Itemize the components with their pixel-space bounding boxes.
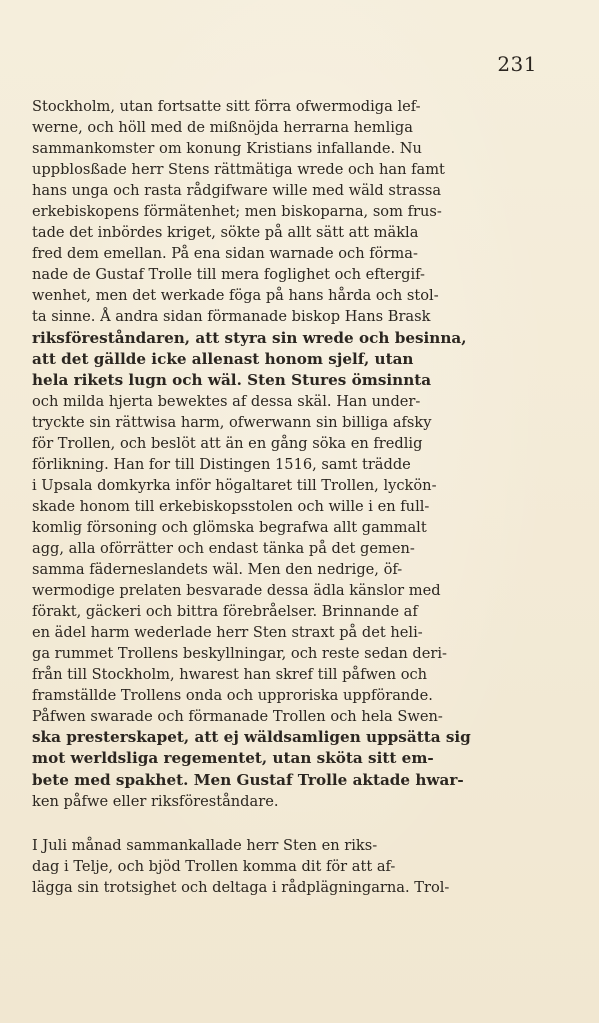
text-line: skade honom till erkebiskopsstolen och wille i en full- [32,497,430,515]
text-line: riksföreståndaren, att styra sin wrede och besinna, [32,328,467,347]
text-line: wermodige prelaten besvarade dessa ädla känslor med [32,582,441,600]
text-line: förlikning. Han for till Distingen 1516, samt trädde [32,455,411,473]
text-line: Påfwen swarade och förmanade Trollen och hela Swen- [32,708,443,726]
text-line: mot werldsliga regementet, utan sköta sitt em- [32,749,434,768]
text-line: I Juli månad sammankallade herr Sten en riks- [32,836,378,854]
text-line: agg, alla oförrätter och endast tänka på det gemen- [32,539,415,557]
text-line: en ädel harm wederlade herr Sten straxt på det heli- [32,624,423,642]
paragraph-gap [32,812,536,835]
text-line: sammankomster om konung Kristians infallande. Nu [32,140,422,158]
text-line: nade de Gustaf Trolle till mera foglighet och eftergif- [32,266,425,284]
text-line: i Upsala domkyrka inför högaltaret till Trollen, lyckön- [32,476,437,494]
text-line: från till Stockholm, hwarest han skref till påfwen och [32,666,428,684]
text-line: Stockholm, utan fortsatte sitt förra ofwermodiga lef- [32,98,421,115]
text-line: samma fäderneslandets wäl. Men den nedrige, öf- [32,561,403,579]
text-line: lägga sin trotsighet och deltaga i rådplägningarna. Trol- [32,878,450,896]
text-line: att det gällde icke allenast honom sjelf, utan [32,349,414,368]
text-line: wenhet, men det werkade föga på hans hårda och stol- [32,287,439,305]
text-line: ken påfwe eller riksföreståndare. [32,792,279,810]
text-line: erkebiskopens förmätenhet; men biskoparna, som frus- [32,203,442,221]
text-line: komlig försoning och glömska begrafwa allt gammalt [32,518,427,536]
text-line: ska presterskapet, att ej wäldsamligen uppsätta sig [32,728,471,747]
text-line: uppblosßade herr Stens rättmätiga wrede och han famt [32,161,445,179]
text-line: förakt, gäckeri och bittra förebråelser. Brinnande af [32,603,418,621]
text-line: tade det inbördes kriget, sökte på allt sätt att mäkla [32,224,419,242]
body-text [32,96,536,898]
text-line: ta sinne. Å andra sidan förmanade biskop Hans Brask [32,308,431,326]
text-line: framställde Trollens onda och upproriska uppförande. [32,687,433,705]
page-number: 231 [497,52,537,76]
text-line: för Trollen, och beslöt att än en gång söka en fredlig [32,434,423,452]
text-line: fred dem emellan. På ena sidan warnade och förma- [32,245,418,263]
text-line: tryckte sin rättwisa harm, ofwerwann sin billiga afsky [32,413,432,431]
text-line: ga rummet Trollens beskyllningar, och reste sedan deri- [32,645,447,663]
text-line: bete med spakhet. Men Gustaf Trolle aktade hwar- [32,770,464,789]
text-line: dag i Telje, och bjöd Trollen komma dit för att af- [32,857,396,875]
text-line: hela rikets lugn och wäl. Sten Stures ömsinnta [32,370,432,389]
text-line: och milda hjerta bewektes af dessa skäl. Han under- [32,392,421,410]
text-line: werne, och höll med de mißnöjda herrarna hemliga [32,119,413,137]
paragraph [32,835,536,898]
paragraph [32,96,536,812]
text-line: hans unga och rasta rådgifware wille med wäld strassa [32,182,442,200]
